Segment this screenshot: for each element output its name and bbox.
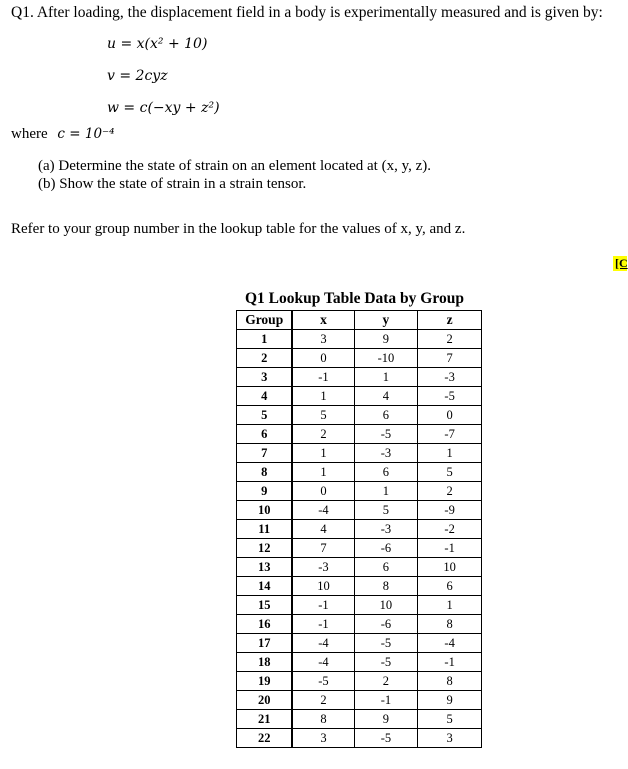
- cell-y: -5: [354, 425, 418, 444]
- table-row: [237, 387, 482, 406]
- cell-x: 2: [292, 425, 354, 444]
- cell-z: -5: [418, 387, 482, 406]
- table-row: [237, 710, 482, 729]
- cell-x: -4: [292, 653, 354, 672]
- cell-group: 12: [237, 539, 293, 558]
- cell-x: -1: [292, 615, 354, 634]
- cell-group: 2: [237, 349, 293, 368]
- cell-group: 17: [237, 634, 293, 653]
- cell-group: 3: [237, 368, 293, 387]
- cell-x: -4: [292, 501, 354, 520]
- equation-v: v = 2cyz: [107, 68, 168, 84]
- cell-y: 4: [354, 387, 418, 406]
- cell-y: 2: [354, 672, 418, 691]
- cell-x: 0: [292, 482, 354, 501]
- table-row: [237, 406, 482, 425]
- cell-z: 1: [418, 444, 482, 463]
- cell-z: -9: [418, 501, 482, 520]
- cell-x: 10: [292, 577, 354, 596]
- question-intro: Q1. After loading, the displacement field in a body is experimentally measured and is given by:: [11, 4, 603, 21]
- cell-group: 1: [237, 330, 293, 349]
- cell-group: 9: [237, 482, 293, 501]
- lookup-table: [236, 310, 482, 748]
- table-title: Q1 Lookup Table Data by Group: [245, 290, 464, 307]
- cell-x: -5: [292, 672, 354, 691]
- cell-z: 7: [418, 349, 482, 368]
- cell-y: -10: [354, 349, 418, 368]
- table-row: [237, 691, 482, 710]
- cell-group: 11: [237, 520, 293, 539]
- cell-x: 3: [292, 330, 354, 349]
- cell-y: -1: [354, 691, 418, 710]
- table-row: [237, 444, 482, 463]
- cell-y: -5: [354, 653, 418, 672]
- cell-y: -3: [354, 444, 418, 463]
- cell-z: 5: [418, 710, 482, 729]
- cell-x: -1: [292, 596, 354, 615]
- constant-definition: [11, 126, 115, 143]
- cell-z: -1: [418, 653, 482, 672]
- cell-z: 0: [418, 406, 482, 425]
- table-row: [237, 463, 482, 482]
- cell-y: 1: [354, 368, 418, 387]
- cell-z: -4: [418, 634, 482, 653]
- cell-x: -1: [292, 368, 354, 387]
- cell-y: 9: [354, 330, 418, 349]
- cell-x: 0: [292, 349, 354, 368]
- cell-group: 13: [237, 558, 293, 577]
- table-row: [237, 577, 482, 596]
- table-row: [237, 539, 482, 558]
- table-row: [237, 615, 482, 634]
- table-row: [237, 653, 482, 672]
- cell-z: 2: [418, 330, 482, 349]
- table-row: [237, 425, 482, 444]
- table-row: [237, 368, 482, 387]
- header-y: y: [354, 311, 418, 330]
- constant-c-value: c = 10⁻⁴: [57, 126, 115, 142]
- cell-group: 5: [237, 406, 293, 425]
- cell-z: 1: [418, 596, 482, 615]
- cell-x: 4: [292, 520, 354, 539]
- cell-y: 8: [354, 577, 418, 596]
- cell-z: 2: [418, 482, 482, 501]
- cell-y: 10: [354, 596, 418, 615]
- cell-group: 8: [237, 463, 293, 482]
- cell-y: -5: [354, 634, 418, 653]
- cell-y: -3: [354, 520, 418, 539]
- cell-z: 8: [418, 672, 482, 691]
- part-a-text: (a) Determine the state of strain on an element located at (x, y, z).: [38, 158, 432, 174]
- cell-group: 7: [237, 444, 293, 463]
- table-body: [237, 330, 482, 748]
- cell-group: 14: [237, 577, 293, 596]
- table-row: [237, 729, 482, 748]
- cell-z: 6: [418, 577, 482, 596]
- cell-x: 1: [292, 444, 354, 463]
- header-x: x: [292, 311, 354, 330]
- cell-z: -3: [418, 368, 482, 387]
- cell-group: 20: [237, 691, 293, 710]
- table-row: [237, 558, 482, 577]
- cell-y: -5: [354, 729, 418, 748]
- cell-y: 6: [354, 406, 418, 425]
- cell-y: 5: [354, 501, 418, 520]
- header-z: z: [418, 311, 482, 330]
- cell-y: 1: [354, 482, 418, 501]
- table-row: [237, 349, 482, 368]
- cell-z: -2: [418, 520, 482, 539]
- cell-x: 2: [292, 691, 354, 710]
- cell-x: 3: [292, 729, 354, 748]
- cell-group: 6: [237, 425, 293, 444]
- cell-y: -6: [354, 539, 418, 558]
- cell-z: 10: [418, 558, 482, 577]
- table-row: [237, 330, 482, 349]
- cell-y: -6: [354, 615, 418, 634]
- cell-group: 22: [237, 729, 293, 748]
- cell-x: 1: [292, 387, 354, 406]
- cell-group: 10: [237, 501, 293, 520]
- header-group: Group: [237, 311, 293, 330]
- cell-z: -7: [418, 425, 482, 444]
- cell-x: -4: [292, 634, 354, 653]
- cell-z: 3: [418, 729, 482, 748]
- cell-x: -3: [292, 558, 354, 577]
- where-label: where: [11, 126, 48, 142]
- cell-z: 9: [418, 691, 482, 710]
- table-row: [237, 634, 482, 653]
- cell-z: 5: [418, 463, 482, 482]
- table-row: [237, 520, 482, 539]
- cell-x: 7: [292, 539, 354, 558]
- part-b-text: (b) Show the state of strain in a strain tensor.: [38, 176, 307, 192]
- cell-group: 19: [237, 672, 293, 691]
- highlight-marker[interactable]: [C: [615, 256, 628, 270]
- cell-group: 16: [237, 615, 293, 634]
- cell-y: 6: [354, 463, 418, 482]
- cell-y: 9: [354, 710, 418, 729]
- cell-z: 8: [418, 615, 482, 634]
- cell-z: -1: [418, 539, 482, 558]
- table-row: [237, 501, 482, 520]
- cell-group: 18: [237, 653, 293, 672]
- table-row: [237, 482, 482, 501]
- equation-w: w = c(−xy + z²): [107, 100, 220, 116]
- cell-group: 21: [237, 710, 293, 729]
- refer-instruction: Refer to your group number in the lookup table for the values of x, y, and z.: [11, 221, 466, 237]
- cell-y: 6: [354, 558, 418, 577]
- cell-x: 1: [292, 463, 354, 482]
- equation-u: u = x(x² + 10): [107, 36, 208, 52]
- cell-x: 8: [292, 710, 354, 729]
- cell-group: 15: [237, 596, 293, 615]
- cell-x: 5: [292, 406, 354, 425]
- table-row: [237, 672, 482, 691]
- cell-group: 4: [237, 387, 293, 406]
- table-header-row: [237, 311, 482, 330]
- table-row: [237, 596, 482, 615]
